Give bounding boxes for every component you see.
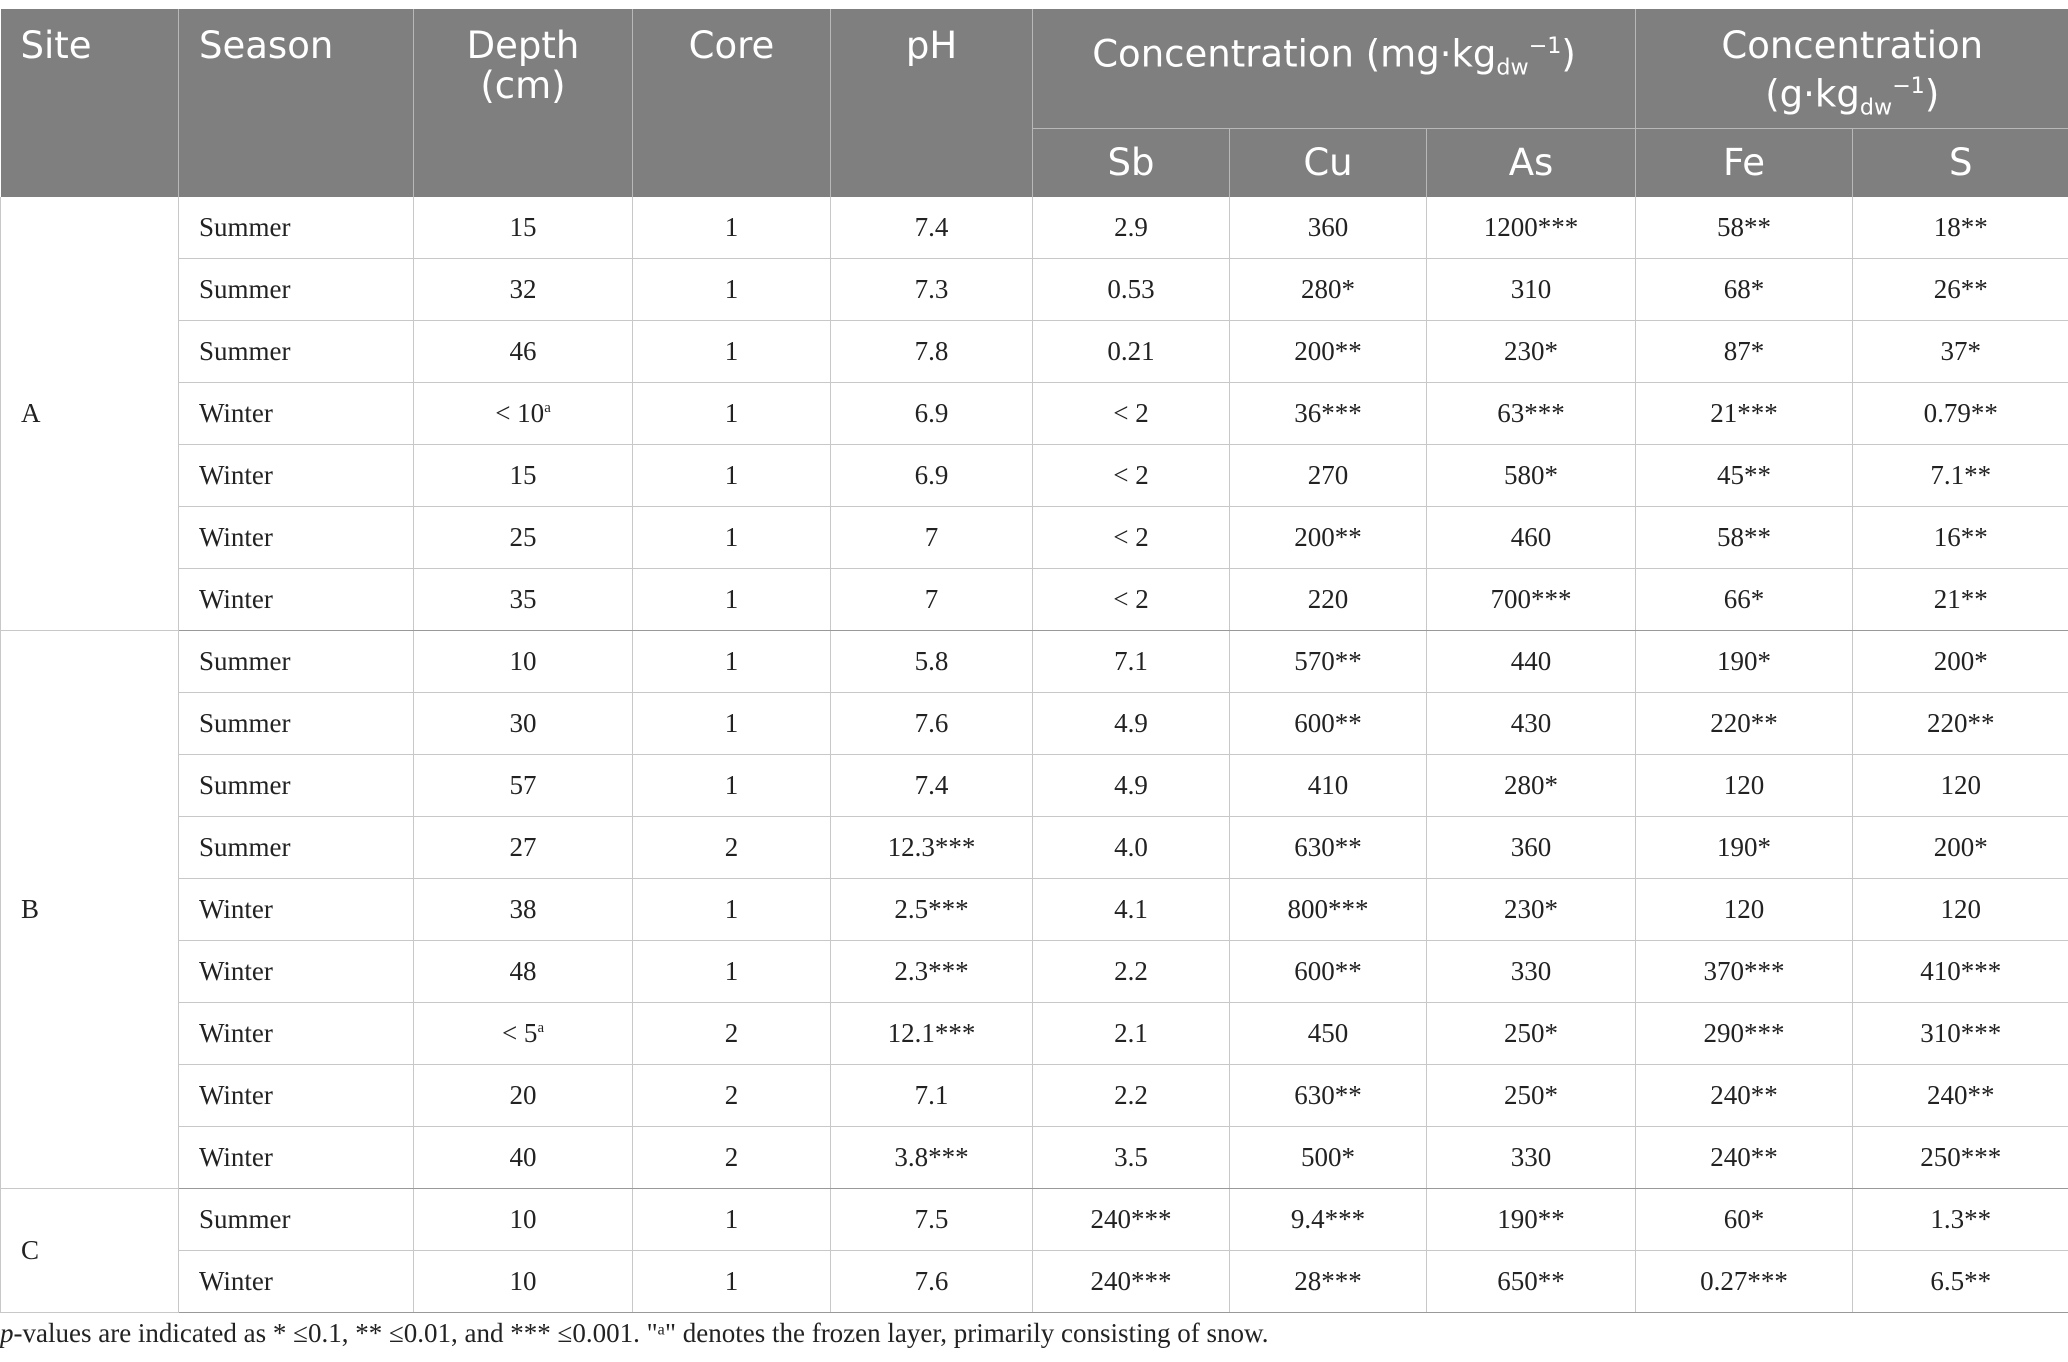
cell-sb: 240*** [1033,1250,1230,1312]
cell-ph: 2.5*** [831,878,1033,940]
depth-value: 10 [509,1203,537,1234]
cell-depth [414,382,633,444]
cell-cu: 200** [1230,320,1427,382]
cell-fe: 190* [1636,630,1853,692]
cell-cu: 600** [1230,940,1427,1002]
table-body [1,197,2068,1313]
header-concentration-mg: Concentration $(mg\cdot kg_{dw}^{-1})$ [1033,9,1636,128]
cell-as: 430 [1427,692,1636,754]
header-concentration-g: Concentration $(g\cdot kg_{dw}^{-1})$ [1636,9,2068,128]
cell-core: 1 [633,506,831,568]
cell-season: Winter [179,444,414,506]
cell-season: Summer [179,258,414,320]
cell-core: 1 [633,878,831,940]
cell-core: 2 [633,1002,831,1064]
cell-as: 190** [1427,1188,1636,1250]
depth-value: 15 [509,459,537,490]
cell-fe: 87* [1636,320,1853,382]
cell-depth [414,506,633,568]
cell-fe: 290*** [1636,1002,1853,1064]
depth-value: 46 [509,335,537,366]
cell-core: 1 [633,754,831,816]
cell-s: 7.1** [1853,444,2068,506]
table-row [1,1002,2068,1064]
cell-season: Winter [179,940,414,1002]
depth-value: 10 [509,1265,537,1296]
cell-as: 700*** [1427,568,1636,630]
cell-ph: 7.6 [831,1250,1033,1312]
cell-as: 250* [1427,1002,1636,1064]
header-depth: Depth (cm) [414,9,633,197]
header-as: As [1427,128,1636,197]
cell-sb: 240*** [1033,1188,1230,1250]
cell-fe: 60* [1636,1188,1853,1250]
depth-value: 20 [509,1079,537,1110]
cell-depth [414,1064,633,1126]
cell-ph: 7.3 [831,258,1033,320]
cell-core: 1 [633,382,831,444]
cell-cu: 270 [1230,444,1427,506]
cell-depth [414,320,633,382]
cell-cu: 500* [1230,1126,1427,1188]
depth-value: 15 [509,211,537,242]
cell-depth [414,444,633,506]
cell-site: A [1,197,179,631]
cell-core: 1 [633,320,831,382]
cell-core: 1 [633,1188,831,1250]
cell-s: 0.79** [1853,382,2068,444]
cell-sb: 4.1 [1033,878,1230,940]
cell-as: 230* [1427,878,1636,940]
cell-ph: 7.8 [831,320,1033,382]
cell-s: 21** [1853,568,2068,630]
cell-fe: 240** [1636,1126,1853,1188]
cell-season: Winter [179,506,414,568]
cell-as: 650** [1427,1250,1636,1312]
depth-value: 38 [509,893,537,924]
cell-cu: 36*** [1230,382,1427,444]
cell-ph: 7.4 [831,754,1033,816]
table-row [1,692,2068,754]
cell-cu: 360 [1230,197,1427,259]
cell-depth [414,258,633,320]
cell-fe: 220** [1636,692,1853,754]
cell-ph: 6.9 [831,444,1033,506]
cell-depth [414,816,633,878]
cell-as: 310 [1427,258,1636,320]
cell-cu: 410 [1230,754,1427,816]
cell-season: Summer [179,816,414,878]
header-site: Site [1,9,179,197]
cell-depth [414,878,633,940]
cell-sb: 0.53 [1033,258,1230,320]
cell-s: 220** [1853,692,2068,754]
cell-s: 18** [1853,197,2068,259]
table-row [1,630,2068,692]
table-row [1,940,2068,1002]
cell-ph: 7.4 [831,197,1033,259]
cell-sb: 0.21 [1033,320,1230,382]
footnote-p-italic: p [0,1318,14,1348]
cell-s: 1.3** [1853,1188,2068,1250]
cell-s: 6.5** [1853,1250,2068,1312]
depth-value: 10 [509,645,537,676]
depth-value: 57 [509,769,537,800]
table-row [1,382,2068,444]
cell-ph: 6.9 [831,382,1033,444]
cell-fe: 45** [1636,444,1853,506]
cell-season: Winter [179,878,414,940]
depth-value: 40 [509,1141,537,1172]
cell-s: 200* [1853,630,2068,692]
table-row [1,258,2068,320]
depth-footnote-mark: a [544,399,551,416]
cell-as: 460 [1427,506,1636,568]
cell-depth [414,1126,633,1188]
cell-cu: 630** [1230,1064,1427,1126]
cell-season: Winter [179,1250,414,1312]
cell-s: 250*** [1853,1126,2068,1188]
cell-s: 310*** [1853,1002,2068,1064]
cell-sb: 2.1 [1033,1002,1230,1064]
cell-ph: 7 [831,506,1033,568]
depth-footnote-mark: a [537,1019,545,1036]
cell-season: Summer [179,630,414,692]
table-header [1,9,2068,197]
cell-s: 200* [1853,816,2068,878]
cell-as: 330 [1427,1126,1636,1188]
table-row [1,320,2068,382]
cell-ph: 12.3*** [831,816,1033,878]
cell-as: 280* [1427,754,1636,816]
cell-sb: 2.9 [1033,197,1230,259]
cell-season: Summer [179,692,414,754]
depth-value: 32 [509,273,537,304]
table-row [1,1064,2068,1126]
cell-ph: 5.8 [831,630,1033,692]
footnote-text: -values are indicated as * ≤0.1, ** ≤0.01, and *** ≤0.001. "ᵃ" denotes the frozen layer, primarily consisting of snow. [13,1318,1269,1348]
cell-cu: 570** [1230,630,1427,692]
table-row [1,754,2068,816]
table-row [1,197,2068,259]
cell-sb: < 2 [1033,444,1230,506]
cell-core: 1 [633,1250,831,1312]
cell-season: Summer [179,197,414,259]
cell-cu: 9.4*** [1230,1188,1427,1250]
depth-value: < 10 [495,397,545,428]
cell-core: 1 [633,940,831,1002]
cell-sb: < 2 [1033,382,1230,444]
depth-value: 35 [509,583,537,614]
cell-ph: 3.8*** [831,1126,1033,1188]
cell-as: 230* [1427,320,1636,382]
cell-fe: 370*** [1636,940,1853,1002]
cell-cu: 280* [1230,258,1427,320]
cell-depth [414,630,633,692]
cell-fe: 120 [1636,754,1853,816]
cell-fe: 66* [1636,568,1853,630]
cell-cu: 450 [1230,1002,1427,1064]
table-row [1,1188,2068,1250]
cell-sb: 2.2 [1033,940,1230,1002]
cell-core: 1 [633,692,831,754]
cell-depth [414,1188,633,1250]
cell-core: 1 [633,630,831,692]
cell-ph: 7.6 [831,692,1033,754]
cell-ph: 7.5 [831,1188,1033,1250]
cell-cu: 800*** [1230,878,1427,940]
cell-sb: < 2 [1033,568,1230,630]
cell-s: 240** [1853,1064,2068,1126]
cell-as: 1200*** [1427,197,1636,259]
cell-as: 580* [1427,444,1636,506]
cell-site: B [1,630,179,1188]
header-s: S [1853,128,2068,197]
depth-value: 30 [509,707,537,738]
cell-season: Winter [179,382,414,444]
cell-depth [414,1002,633,1064]
cell-sb: < 2 [1033,506,1230,568]
cell-as: 440 [1427,630,1636,692]
depth-value: 27 [509,831,537,862]
cell-as: 63*** [1427,382,1636,444]
data-table-container [0,9,2068,1313]
cell-s: 37* [1853,320,2068,382]
header-cu: Cu [1230,128,1427,197]
cell-cu: 600** [1230,692,1427,754]
table-row [1,1250,2068,1312]
header-ph: pH [831,9,1033,197]
cell-season: Winter [179,1002,414,1064]
cell-sb: 4.0 [1033,816,1230,878]
cell-sb: 3.5 [1033,1126,1230,1188]
cell-core: 1 [633,444,831,506]
header-fe: Fe [1636,128,1853,197]
cell-s: 120 [1853,754,2068,816]
cell-core: 2 [633,816,831,878]
cell-fe: 190* [1636,816,1853,878]
depth-value: < 5 [501,1017,538,1048]
table-row [1,878,2068,940]
cell-fe: 58** [1636,197,1853,259]
cell-core: 2 [633,1064,831,1126]
cell-season: Summer [179,754,414,816]
cell-season: Winter [179,568,414,630]
cell-core: 2 [633,1126,831,1188]
cell-s: 16** [1853,506,2068,568]
table-row [1,568,2068,630]
cell-sb: 4.9 [1033,754,1230,816]
cell-depth [414,197,633,259]
cell-core: 1 [633,197,831,259]
cell-season: Summer [179,1188,414,1250]
table-footnote [0,1318,1269,1349]
depth-value: 48 [509,955,537,986]
cell-season: Winter [179,1126,414,1188]
data-table [0,9,2068,1313]
cell-fe: 58** [1636,506,1853,568]
cell-fe: 68* [1636,258,1853,320]
cell-depth [414,754,633,816]
cell-fe: 21*** [1636,382,1853,444]
cell-ph: 2.3*** [831,940,1033,1002]
cell-depth [414,1250,633,1312]
cell-depth [414,692,633,754]
table-row [1,506,2068,568]
header-sb: Sb [1033,128,1230,197]
cell-as: 250* [1427,1064,1636,1126]
table-row [1,816,2068,878]
cell-s: 120 [1853,878,2068,940]
cell-ph: 7 [831,568,1033,630]
cell-cu: 630** [1230,816,1427,878]
table-row [1,444,2068,506]
cell-fe: 120 [1636,878,1853,940]
cell-fe: 240** [1636,1064,1853,1126]
cell-as: 330 [1427,940,1636,1002]
cell-depth [414,940,633,1002]
cell-fe: 0.27*** [1636,1250,1853,1312]
cell-cu: 220 [1230,568,1427,630]
cell-core: 1 [633,258,831,320]
header-core: Core [633,9,831,197]
cell-cu: 28*** [1230,1250,1427,1312]
cell-as: 360 [1427,816,1636,878]
cell-cu: 200** [1230,506,1427,568]
cell-site: C [1,1188,179,1312]
cell-sb: 2.2 [1033,1064,1230,1126]
cell-core: 1 [633,568,831,630]
cell-s: 410*** [1853,940,2068,1002]
cell-depth [414,568,633,630]
depth-value: 25 [509,521,537,552]
cell-ph: 7.1 [831,1064,1033,1126]
cell-sb: 7.1 [1033,630,1230,692]
header-season: Season [179,9,414,197]
cell-season: Summer [179,320,414,382]
table-row [1,1126,2068,1188]
cell-ph: 12.1*** [831,1002,1033,1064]
cell-season: Winter [179,1064,414,1126]
cell-sb: 4.9 [1033,692,1230,754]
cell-s: 26** [1853,258,2068,320]
